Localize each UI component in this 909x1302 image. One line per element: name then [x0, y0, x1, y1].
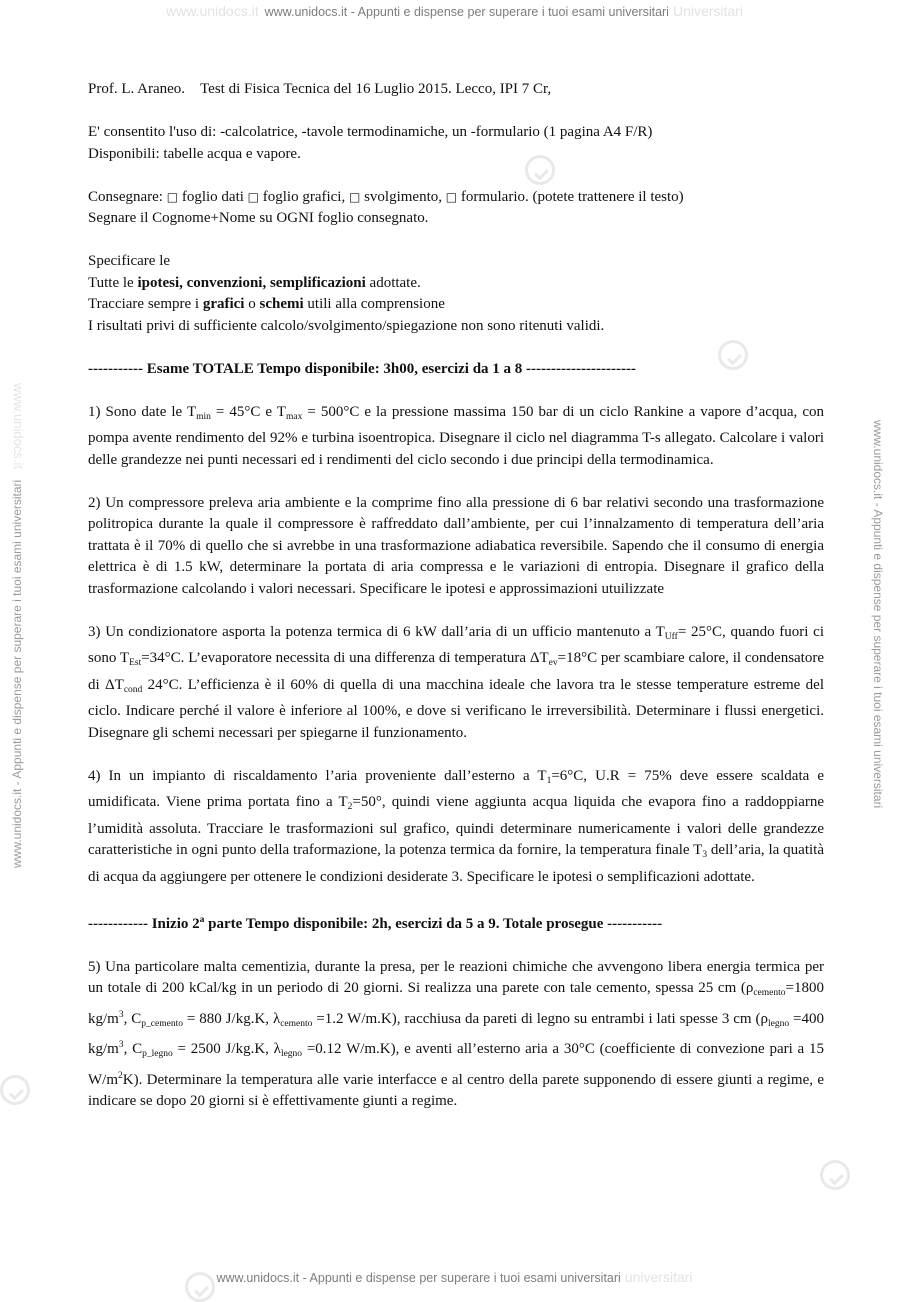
watermark-bottom-text: www.unidocs.it - Appunti e dispense per superare i tuoi esami universitari	[216, 1271, 621, 1285]
checkbox-icon: □	[166, 189, 179, 204]
superscript: 2	[118, 1070, 123, 1081]
text-run: 5) Una particolare malta cementizia, durante la presa, per le reazioni chimiche che avvengono libera energia termica per un totale di 200 kCal/kg in un periodo di 20 giorni. Si realizza una parete con tale cemento, spessa 25 cm (ρ	[88, 958, 824, 996]
text-run: 24°C. L’efficienza è il 60% di quella di una macchina ideale che lavora tra le stesse temperature estreme del ciclo. Indicare perché il valore è inferiore al 100%, e dove si verificano le irreversibilità. Determinare i flussi energetici. Disegnare gli schemi necessari per spiegarne il funzionamento.	[88, 676, 824, 741]
text-run: , C	[123, 1010, 142, 1027]
watermark-top-ghost-right: Universitari	[672, 3, 743, 19]
checkbox-icon: □	[348, 189, 361, 204]
exercise-4	[88, 766, 824, 889]
text-run: = 2500 J/kg.K, λ	[172, 1041, 281, 1057]
consegnare-note: (potete trattenere il testo)	[532, 188, 684, 205]
text-run: 4) In un impianto di riscaldamento l’aria proveniente dall’esterno a T	[88, 767, 547, 784]
exercise-3	[88, 622, 824, 745]
watermark-logo-icon	[0, 1075, 30, 1105]
subscript: min	[196, 411, 211, 422]
section-heading-total: ----------- Esame TOTALE Tempo disponibile: 3h00, esercizi da 1 a 8 ----------------------	[88, 360, 636, 377]
superscript: a	[199, 914, 205, 925]
text-run: =1800 kg/m	[88, 980, 824, 1027]
watermark-logo-icon	[185, 1272, 215, 1302]
subscript: 2	[347, 802, 353, 812]
checkbox-icon: □	[247, 189, 259, 204]
consegnare-item: foglio grafici,	[262, 188, 346, 205]
superscript: 3	[118, 1009, 124, 1020]
test-title: Test di Fisica Tecnica del 16 Luglio 2015. Lecco, IPI 7 Cr,	[200, 81, 552, 97]
watermark-bottom-ghost-right: universitari	[624, 1269, 693, 1285]
subscript: cemento	[753, 988, 786, 998]
text-run: =50°, quindi viene aggiunta acqua liquida che evapora fino a raddoppiarne l’umidità assoluta. Tracciare le trasformazioni sul grafico, quindi determinare numericamente i valori delle grandezze caratteristiche in ogni punto della traformazione, la potenza termica da fornire, la temperatura finale T	[88, 794, 825, 858]
specify-line-1	[88, 273, 824, 295]
watermark-top-ghost-left: www.unidocs.it	[166, 3, 259, 19]
watermark-left-faint: www.unidocs.it	[11, 383, 26, 469]
text-run: parte Tempo disponibile: 2h, esercizi da 5 a 9. Totale prosegue -----------	[204, 915, 663, 932]
text-run: =18°C per scambiare calore, il condensatore di ΔT	[88, 650, 825, 693]
text-run: , C	[123, 1041, 143, 1057]
results-warning: I risultati privi di sufficiente calcolo/svolgimento/spiegazione non sono ritenuti validi.	[88, 317, 605, 334]
watermark-bottom	[0, 1269, 909, 1285]
text-run: Tutte le	[88, 274, 134, 291]
text-run: =1.2 W/m.K), racchiusa da pareti di legno su entrambi i lati spesse 3 cm (ρ	[312, 1010, 768, 1027]
section-heading-part2	[88, 910, 824, 936]
watermark-top	[0, 3, 909, 19]
specify-line-2	[88, 294, 824, 316]
subscript: cemento	[280, 1018, 313, 1029]
watermark-logo-icon	[820, 1160, 850, 1190]
watermark-right-side: www.unidocs.it - Appunti e dispense per superare i tuoi esami universitari	[871, 420, 885, 809]
exercise-1	[88, 402, 824, 472]
text-run: dell’aria, la quatità di acqua da aggiungere per ottenere le condizioni desiderate 3. Specificare le ipotesi o semplificazioni adottate.	[88, 842, 824, 885]
subscript: legno	[280, 1049, 303, 1059]
subscript: cond	[123, 684, 143, 695]
subscript: 1	[546, 775, 552, 786]
allowed-items: E' consentito l'uso di: -calcolatrice, -tavole termodinamiche, un -formulario (1 pagina A4 F/R)	[88, 124, 653, 140]
text-run: = 880 J/kg.K, λ	[182, 1010, 281, 1027]
text-run: =6°C, U.R = 75% deve essere scaldata e umidificata. Viene prima portata fino a T	[88, 767, 824, 810]
text-run: o	[248, 296, 256, 312]
sign-instruction: Segnare il Cognome+Nome su OGNI foglio consegnato.	[88, 210, 429, 226]
watermark-top-text: www.unidocs.it - Appunti e dispense per superare i tuoi esami universitari	[264, 5, 669, 19]
text-run: adottate.	[369, 274, 421, 291]
text-run: = 25°C, quando fuori ci sono T	[88, 623, 824, 666]
text-run: Tracciare sempre i	[88, 296, 200, 312]
exercise-2: 2) Un compressore preleva aria ambiente e la comprime fino alla pressione di 6 bar relativi secondo una trasformazione politropica durante la quale il compressore è raffreddato dall’ambiente, per cui l’innalzamento di temperatura dell’aria trattata è il 70% di quello che si avrebbe in una trasformazione adiabatica reversibile. Sapendo che il consumo di energia elettrica è di 1.5 kW, determinare la portata di aria compressa e le variazioni di entropia. Disegnare il grafico della trasformazione calcolando i valori necessari. Specificare le ipotesi e approssimazioni utuilizzate	[88, 494, 824, 597]
text-run-bold: schemi	[259, 296, 304, 312]
subscript: 3	[702, 850, 708, 860]
text-run: =34°C. L’evaporatore necessita di una differenza di temperatura ΔT	[141, 650, 549, 666]
subscript: p_cemento	[141, 1018, 183, 1029]
professor-name: Prof. L. Araneo.	[88, 81, 186, 97]
available-items: Disponibili: tabelle acqua e vapore.	[88, 145, 301, 162]
consegnare-line	[88, 187, 824, 209]
text-run: = 45°C e T	[210, 403, 286, 420]
watermark-left-side: www.unidocs.it - Appunti e dispense per superare i tuoi esami universitari	[10, 479, 24, 868]
subscript: ev	[548, 658, 558, 668]
exam-document	[88, 79, 824, 1113]
text-run-bold: grafici	[202, 296, 245, 312]
consegnare-item: svolgimento,	[364, 188, 442, 205]
checkbox-icon: □	[445, 189, 458, 204]
consegnare-item: formulario.	[460, 188, 529, 205]
consegnare-item: foglio dati	[181, 188, 244, 205]
text-run: 1) Sono date le T	[88, 403, 197, 420]
subscript: legno	[768, 1018, 790, 1029]
exam-header	[88, 79, 824, 101]
exercise-5	[88, 957, 824, 1113]
consegnare-label: Consegnare:	[88, 188, 163, 205]
specify-heading: Specificare le	[88, 253, 171, 269]
text-run-bold: ipotesi, convenzioni, semplificazioni	[137, 274, 366, 291]
subscript: Est	[129, 658, 142, 668]
text-run: ------------ Inizio 2	[88, 915, 200, 932]
text-run: =400 kg/m	[88, 1010, 824, 1057]
text-run: 3) Un condizionatore asporta la potenza termica di 6 kW dall’aria di un ufficio mantenuto a T	[88, 623, 665, 640]
subscript: Uff	[664, 631, 678, 642]
text-run: = 500°C e la pressione massima 150 bar di un ciclo Rankine a vapore d’acqua, con pompa avente rendimento del 92% e turbina isoentropica. Disegnare il ciclo nel diagramma T-s allegato. Calcolare i valori delle grandezze nei punti necessari ed i rendimenti del ciclo secondo i due principi della termodinamica.	[88, 403, 824, 468]
subscript: max	[285, 411, 303, 422]
text-run: K). Determinare la temperatura alle varie interfacce e al centro della parete supponendo di essere giunti a regime, e indicare se dopo 20 giorni si è effettivamente giunti a regime.	[88, 1071, 824, 1109]
text-run: utili alla comprensione	[307, 296, 445, 312]
text-run: =0.12 W/m.K), e aventi all’esterno aria a 30°C (coefficiente di convezione pari a 15 W/m	[88, 1041, 824, 1088]
superscript: 3	[118, 1040, 124, 1050]
subscript: p_legno	[142, 1049, 173, 1059]
